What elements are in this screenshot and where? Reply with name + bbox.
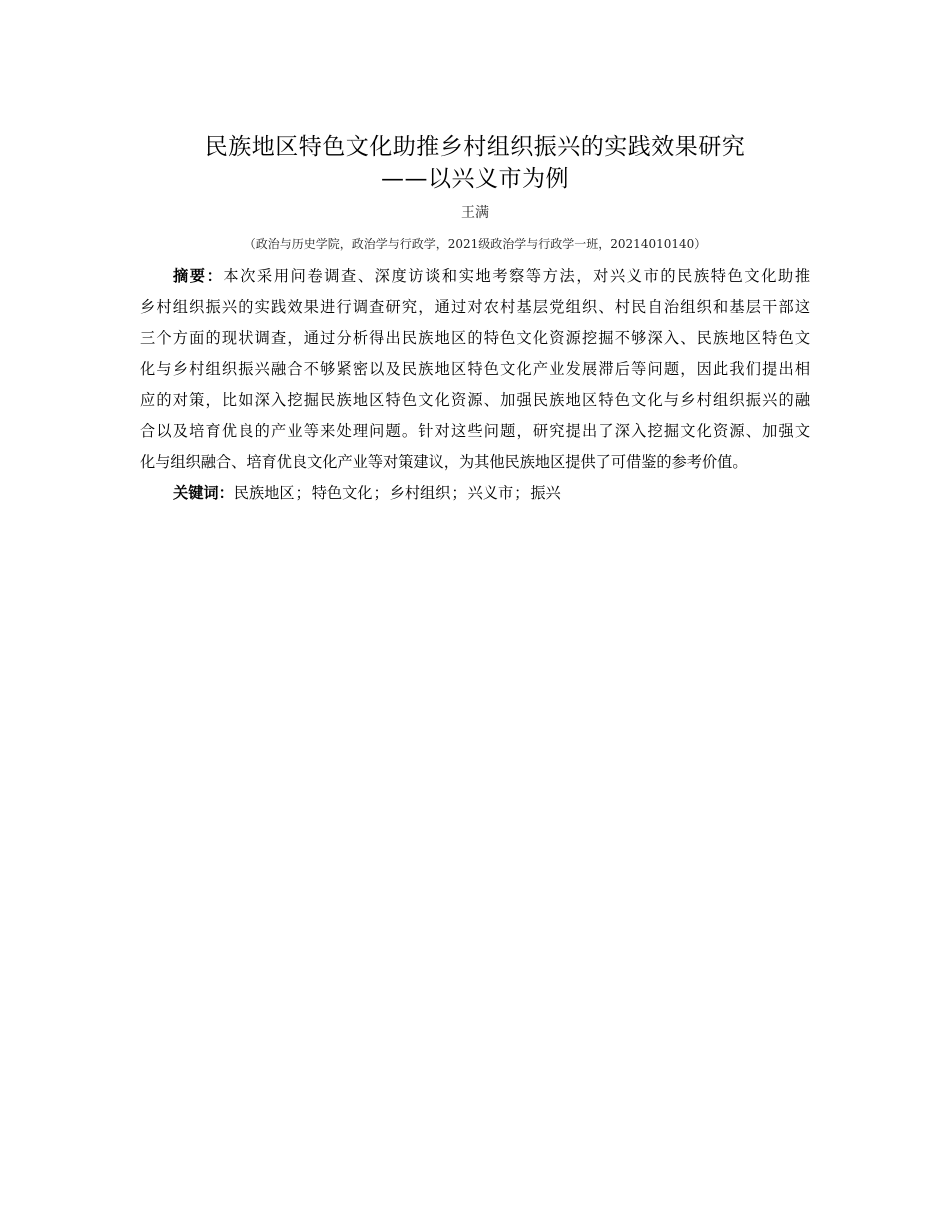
- title-line-main: 民族地区特色文化助推乡村组织振兴的实践效果研究: [204, 134, 746, 160]
- abstract-line: [140, 261, 810, 292]
- abstract-line: 三个方面的现状调查，通过分析得出民族地区的特色文化资源挖掘不够深入、民族地区特色文: [140, 329, 810, 347]
- abstract-line: 化与乡村组织振兴融合不够紧密以及民族地区特色文化产业发展滞后等问题，因此我们提出相: [140, 360, 810, 378]
- abstract-line: 应的对策，比如深入挖掘民族地区特色文化资源、加强民族地区特色文化与乡村组织振兴的融: [140, 391, 810, 409]
- keyword-separator: ；: [295, 484, 311, 502]
- keyword-separator: ；: [373, 484, 389, 502]
- author-affiliation: （政治与历史学院，政治学与行政学，2021级政治学与行政学一班，20214010140）: [243, 237, 707, 251]
- abstract: [140, 261, 810, 478]
- keyword-item: 特色文化: [311, 484, 373, 502]
- keyword-item: 乡村组织: [389, 484, 451, 502]
- abstract-line: 乡村组织振兴的实践效果进行调查研究，通过对农村基层党组织、村民自治组织和基层干部这: [140, 298, 810, 316]
- keywords: [173, 478, 561, 509]
- keyword-item: 振兴: [530, 484, 561, 502]
- keywords-label: 关键词：: [173, 484, 234, 502]
- abstract-line: 化与组织融合、培育优良文化产业等对策建议，为其他民族地区提供了可借鉴的参考价值。: [140, 453, 748, 471]
- abstract-line: 合以及培育优良的产业等来处理问题。针对这些问题，研究提出了深入挖掘文化资源、加强文: [140, 422, 810, 440]
- abstract-text: 本次采用问卷调查、深度访谈和实地考察等方法，对兴义市的民族特色文化助推: [223, 267, 811, 285]
- keyword-item: 民族地区: [233, 484, 295, 502]
- title-line-subtitle: ——以兴义市为例: [381, 166, 569, 192]
- keyword-item: 兴义市: [467, 484, 514, 502]
- author-name: 王满: [461, 205, 489, 221]
- keyword-separator: ；: [451, 484, 467, 502]
- abstract-label: 摘要：: [173, 267, 224, 285]
- keyword-separator: ；: [514, 484, 530, 502]
- paper-title: [140, 131, 810, 195]
